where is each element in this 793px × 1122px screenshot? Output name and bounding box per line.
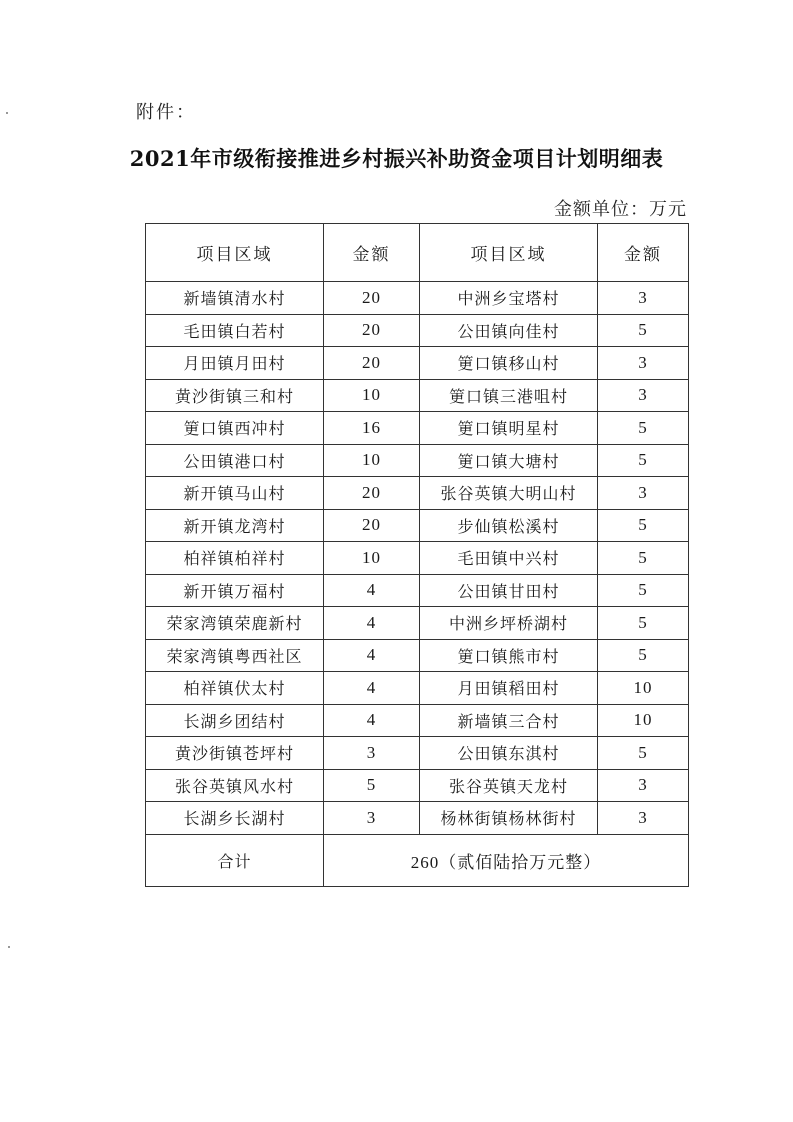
scan-speck	[6, 112, 8, 114]
area-cell-right: 月田镇稻田村	[420, 672, 598, 705]
area-cell-right: 筻口镇大塘村	[420, 444, 598, 477]
area-cell-left: 黄沙街镇苍坪村	[146, 737, 324, 770]
area-cell-right: 中洲乡宝塔村	[420, 282, 598, 315]
amount-cell-left: 5	[324, 769, 420, 802]
area-cell-right: 中洲乡坪桥湖村	[420, 607, 598, 640]
amount-cell-right: 3	[598, 769, 689, 802]
area-cell-left: 月田镇月田村	[146, 347, 324, 380]
table-row	[146, 444, 689, 477]
amount-cell-right: 10	[598, 672, 689, 705]
amount-cell-right: 5	[598, 444, 689, 477]
total-row	[146, 834, 689, 886]
total-label: 合计	[146, 834, 324, 886]
amount-cell-right: 5	[598, 737, 689, 770]
amount-cell-left: 10	[324, 542, 420, 575]
amount-cell-right: 5	[598, 509, 689, 542]
amount-cell-left: 20	[324, 509, 420, 542]
table-row	[146, 314, 689, 347]
amount-cell-right: 5	[598, 639, 689, 672]
table-row	[146, 379, 689, 412]
area-cell-right: 步仙镇松溪村	[420, 509, 598, 542]
amount-cell-right: 3	[598, 347, 689, 380]
area-cell-right: 公田镇甘田村	[420, 574, 598, 607]
area-cell-left: 新开镇龙湾村	[146, 509, 324, 542]
area-cell-right: 筻口镇移山村	[420, 347, 598, 380]
header-amount-right: 金额	[598, 224, 689, 282]
table-row	[146, 509, 689, 542]
area-cell-left: 柏祥镇伏太村	[146, 672, 324, 705]
table-row	[146, 737, 689, 770]
table-row	[146, 607, 689, 640]
amount-cell-right: 5	[598, 542, 689, 575]
area-cell-left: 长湖乡长湖村	[146, 802, 324, 835]
amount-cell-right: 3	[598, 802, 689, 835]
amount-cell-right: 10	[598, 704, 689, 737]
amount-cell-right: 3	[598, 282, 689, 315]
area-cell-left: 荣家湾镇荣鹿新村	[146, 607, 324, 640]
area-cell-left: 筻口镇西冲村	[146, 412, 324, 445]
amount-cell-right: 5	[598, 412, 689, 445]
amount-cell-right: 5	[598, 607, 689, 640]
amount-cell-left: 10	[324, 379, 420, 412]
amount-cell-left: 4	[324, 607, 420, 640]
table-row	[146, 477, 689, 510]
area-cell-left: 长湖乡团结村	[146, 704, 324, 737]
amount-cell-left: 4	[324, 639, 420, 672]
amount-cell-right: 3	[598, 477, 689, 510]
area-cell-left: 新开镇万福村	[146, 574, 324, 607]
amount-unit-label: 金额单位：万元	[554, 199, 687, 220]
amount-cell-right: 5	[598, 574, 689, 607]
area-cell-left: 荣家湾镇粤西社区	[146, 639, 324, 672]
area-cell-right: 筻口镇三港咀村	[420, 379, 598, 412]
amount-cell-left: 20	[324, 477, 420, 510]
area-cell-right: 筻口镇明星村	[420, 412, 598, 445]
table-row	[146, 704, 689, 737]
area-cell-right: 公田镇向佳村	[420, 314, 598, 347]
table-row	[146, 769, 689, 802]
amount-cell-left: 4	[324, 672, 420, 705]
amount-cell-left: 3	[324, 802, 420, 835]
table-header-row	[146, 224, 689, 282]
table-row	[146, 672, 689, 705]
amount-cell-right: 5	[598, 314, 689, 347]
amount-cell-left: 20	[324, 314, 420, 347]
table-row	[146, 639, 689, 672]
table-row	[146, 347, 689, 380]
area-cell-right: 筻口镇熊市村	[420, 639, 598, 672]
amount-cell-left: 20	[324, 347, 420, 380]
area-cell-left: 公田镇港口村	[146, 444, 324, 477]
area-cell-right: 新墙镇三合村	[420, 704, 598, 737]
amount-cell-left: 4	[324, 574, 420, 607]
area-cell-left: 黄沙街镇三和村	[146, 379, 324, 412]
table-row	[146, 542, 689, 575]
header-area-left: 项目区域	[146, 224, 324, 282]
total-value: 260（贰佰陆拾万元整）	[324, 834, 689, 886]
amount-cell-left: 20	[324, 282, 420, 315]
area-cell-left: 毛田镇白若村	[146, 314, 324, 347]
area-cell-right: 杨林街镇杨林街村	[420, 802, 598, 835]
scan-speck	[8, 946, 10, 948]
amount-cell-left: 4	[324, 704, 420, 737]
amount-cell-left: 3	[324, 737, 420, 770]
table-row	[146, 412, 689, 445]
area-cell-left: 新墙镇清水村	[146, 282, 324, 315]
area-cell-left: 张谷英镇风水村	[146, 769, 324, 802]
attachment-label: 附件：	[136, 102, 196, 123]
amount-cell-right: 3	[598, 379, 689, 412]
header-amount-left: 金额	[324, 224, 420, 282]
amount-cell-left: 16	[324, 412, 420, 445]
area-cell-right: 毛田镇中兴村	[420, 542, 598, 575]
area-cell-left: 新开镇马山村	[146, 477, 324, 510]
area-cell-right: 张谷英镇大明山村	[420, 477, 598, 510]
area-cell-right: 张谷英镇天龙村	[420, 769, 598, 802]
document-title: 2021年市级衔接推进乡村振兴补助资金项目计划明细表	[129, 146, 664, 171]
amount-cell-left: 10	[324, 444, 420, 477]
funding-detail-table	[145, 223, 689, 887]
table-row	[146, 282, 689, 315]
table-row	[146, 802, 689, 835]
area-cell-left: 柏祥镇柏祥村	[146, 542, 324, 575]
header-area-right: 项目区域	[420, 224, 598, 282]
table-row	[146, 574, 689, 607]
area-cell-right: 公田镇东淇村	[420, 737, 598, 770]
